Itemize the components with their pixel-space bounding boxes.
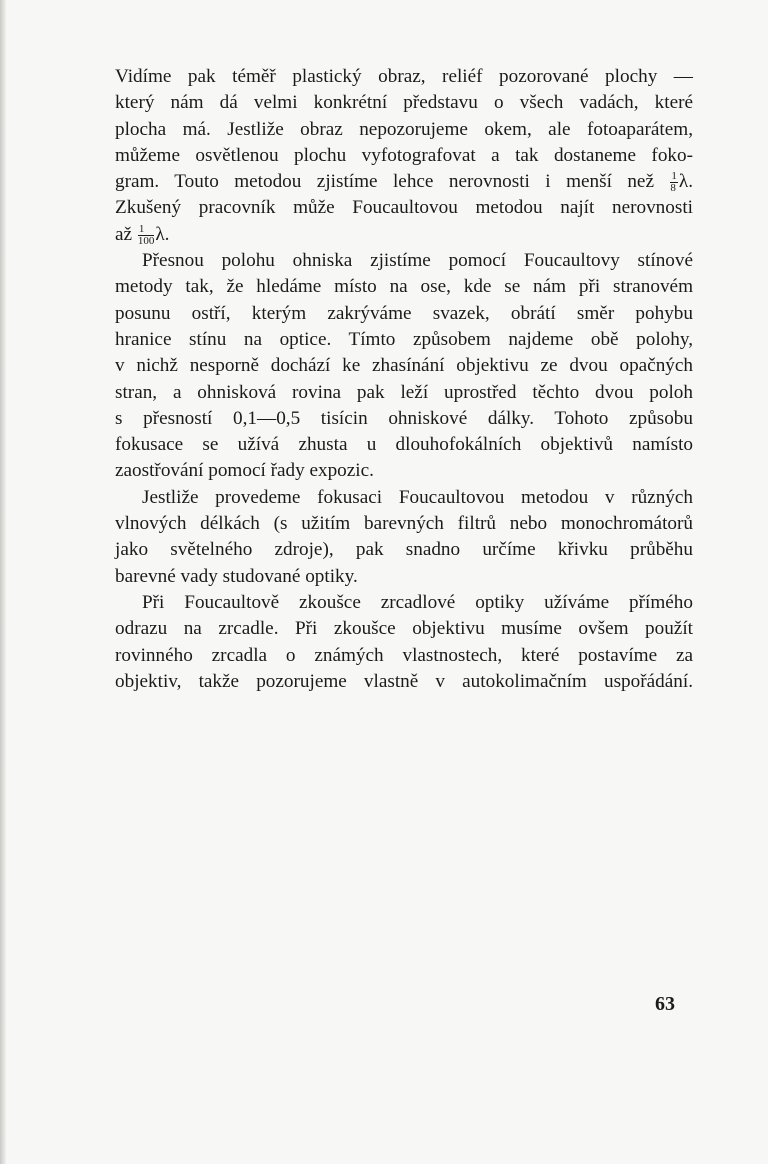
line-text: až — [115, 223, 133, 245]
text-line: Přesnou polohu ohniska zjistíme pomocí Foucaultovy stínové — [142, 250, 693, 272]
lambda-symbol: λ. — [678, 171, 694, 193]
paragraph-2 — [115, 248, 693, 485]
paragraph-4 — [115, 590, 693, 695]
text-line: Zkušený pracovník může Foucaultovou metodou najít nerovnosti — [115, 197, 693, 219]
fraction-denominator: 8 — [670, 182, 676, 195]
text-line — [115, 169, 693, 195]
text-line: Jestliže provedeme fokusaci Foucaultovou metodou v různých — [142, 486, 693, 508]
lambda-symbol: λ. — [155, 223, 170, 245]
paragraph-3 — [115, 485, 693, 590]
text-line: posunu ostří, kterým zakrýváme svazek, obrátí směr pohybu — [115, 302, 693, 324]
line-text: gram. Touto metodou zjistíme lehce nerovnosti i menší než — [115, 171, 654, 193]
body-text — [115, 64, 693, 695]
fraction — [138, 224, 155, 247]
text-line: můžeme osvětlenou plochu vyfotografovat a tak dostaneme foko- — [115, 144, 693, 166]
text-line: rovinného zrcadla o známých vlastnostech, které postavíme za — [115, 644, 693, 666]
text-line: plocha má. Jestliže obraz nepozorujeme okem, ale fotoaparátem, — [115, 118, 693, 140]
fraction-denominator: 100 — [137, 234, 155, 247]
text-line: metody tak, že hledáme místo na ose, kde se nám při stranovém — [115, 276, 693, 298]
text-line: zaostřování pomocí řady expozic. — [115, 460, 374, 482]
text-line: fokusace se užívá zhusta u dlouhofokálních objektivů namísto — [115, 434, 693, 456]
text-line: Při Foucaultově zkoušce zrcadlové optiky užíváme přímého — [142, 591, 693, 613]
fraction-numerator: 1 — [138, 224, 155, 236]
text-line: hranice stínu na optice. Tímto způsobem najdeme obě polohy, — [115, 328, 693, 350]
text-line: v nichž nesporně dochází ke zhasínání objektivu ze dvou opačných — [115, 355, 693, 377]
fraction-numerator: 1 — [671, 170, 677, 183]
fraction — [670, 171, 678, 194]
text-line: který nám dá velmi konkrétní představu o všech vadách, které — [115, 92, 693, 114]
text-line: odrazu na zrcadle. Při zkoušce objektivu musíme ovšem použít — [115, 618, 693, 640]
page-edge-shadow — [0, 0, 6, 1164]
text-line: vlnových délkách (s užitím barevných filtrů nebo monochromátorů — [115, 513, 693, 535]
text-line: stran, a ohnisková rovina pak leží uprostřed těchto dvou poloh — [115, 381, 693, 403]
text-line: s přesností 0,1—0,5 tisícin ohniskové dálky. Tohoto způsobu — [115, 407, 693, 429]
text-line: Vidíme pak téměř plastický obraz, reliéf pozorované plochy — — [115, 66, 693, 87]
text-line: objektiv, takže pozorujeme vlastně v autokolimačním uspořádání. — [115, 670, 693, 692]
text-line: barevné vady studované optiky. — [115, 565, 358, 587]
text-line — [115, 222, 693, 248]
page-number: 63 — [655, 993, 675, 1015]
paragraph-1 — [115, 64, 693, 248]
text-line: jako světelného zdroje), pak snadno určíme křivku průběhu — [115, 539, 693, 561]
